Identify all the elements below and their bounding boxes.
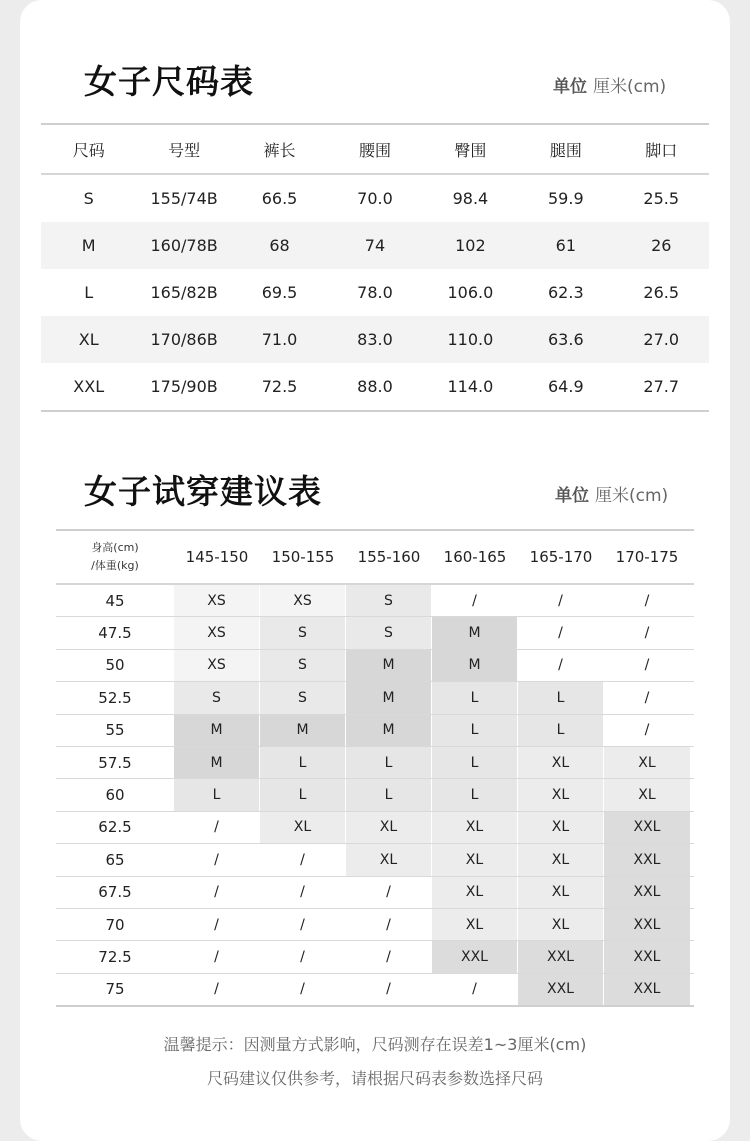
table-cell: 72.5 bbox=[261, 377, 298, 396]
size-cell: / bbox=[260, 877, 345, 908]
height-header: 165-170 bbox=[529, 548, 593, 566]
size-cell: XXL bbox=[604, 812, 690, 843]
table-cell: XL bbox=[78, 330, 99, 349]
height-header: 150-155 bbox=[271, 548, 335, 566]
size-cell: XL bbox=[518, 779, 603, 810]
table-row bbox=[56, 779, 694, 811]
header-cell: 尺码 bbox=[72, 140, 105, 160]
table-cell: S bbox=[83, 189, 94, 208]
table-cell: 63.6 bbox=[548, 330, 584, 349]
size-cell: XXL bbox=[518, 941, 603, 972]
weight-label: 72.5 bbox=[98, 947, 132, 966]
size-cell: / bbox=[432, 974, 517, 1005]
size-cell: XL bbox=[260, 812, 345, 843]
size-cell: / bbox=[174, 812, 259, 843]
fit-table bbox=[56, 529, 694, 1007]
size-cell: M bbox=[432, 650, 517, 681]
table-cell: 83.0 bbox=[357, 330, 393, 349]
weight-label: 57.5 bbox=[98, 753, 132, 772]
table-row bbox=[41, 316, 709, 363]
header-cell: 腰围 bbox=[358, 140, 391, 160]
size-cell: / bbox=[260, 941, 345, 972]
size-cell: / bbox=[260, 844, 345, 875]
size-cell: XS bbox=[260, 585, 345, 616]
size-cell: L bbox=[260, 779, 345, 810]
table-row bbox=[56, 650, 694, 682]
table-cell: 27.7 bbox=[643, 377, 680, 396]
size-cell: XL bbox=[518, 909, 603, 940]
size-table-header bbox=[41, 125, 709, 175]
table-cell: 74 bbox=[364, 236, 386, 255]
size-cell: / bbox=[174, 974, 259, 1005]
size-cell: L bbox=[432, 715, 517, 746]
size-cell: XL bbox=[432, 844, 517, 875]
table-row bbox=[56, 974, 694, 1005]
table-cell: 175/90B bbox=[150, 377, 218, 396]
table-cell: 25.5 bbox=[643, 189, 680, 208]
size-guide-card bbox=[20, 0, 730, 1141]
size-cell: XS bbox=[174, 585, 259, 616]
size-chart-unit bbox=[553, 72, 666, 97]
table-cell: 61 bbox=[555, 236, 576, 255]
size-cell: XXL bbox=[604, 844, 690, 875]
weight-label: 52.5 bbox=[98, 688, 132, 707]
height-weight-corner bbox=[56, 539, 174, 575]
size-cell: XL bbox=[432, 877, 517, 908]
size-cell: S bbox=[346, 617, 431, 648]
unit-label: 单位 bbox=[553, 77, 587, 97]
header-cell: 腿围 bbox=[549, 140, 582, 160]
size-cell: / bbox=[346, 974, 431, 1005]
fit-table-header bbox=[56, 531, 694, 585]
size-cell: XXL bbox=[432, 941, 517, 972]
size-cell: M bbox=[346, 715, 431, 746]
table-cell: 69.5 bbox=[261, 283, 298, 302]
table-cell: 155/74B bbox=[150, 189, 218, 208]
table-row bbox=[56, 844, 694, 876]
table-cell: XXL bbox=[73, 377, 105, 396]
size-cell: XS bbox=[174, 650, 259, 681]
size-cell: M bbox=[346, 682, 431, 713]
size-cell: M bbox=[346, 650, 431, 681]
size-cell: XXL bbox=[604, 877, 690, 908]
table-cell: 26 bbox=[651, 236, 672, 255]
table-row bbox=[56, 585, 694, 617]
weight-label: 65 bbox=[105, 850, 125, 869]
table-cell: 66.5 bbox=[261, 189, 298, 208]
table-row bbox=[41, 269, 709, 316]
size-cell: XL bbox=[518, 747, 603, 778]
size-cell: XL bbox=[432, 909, 517, 940]
table-cell: 62.3 bbox=[548, 283, 584, 302]
size-cell: / bbox=[604, 715, 690, 746]
table-cell: 88.0 bbox=[357, 377, 393, 396]
table-row bbox=[56, 747, 694, 779]
table-cell: 64.9 bbox=[548, 377, 584, 396]
table-cell: 70.0 bbox=[357, 189, 393, 208]
size-cell: L bbox=[432, 747, 517, 778]
weight-label: 55 bbox=[105, 721, 125, 740]
weight-label: 70 bbox=[105, 915, 125, 934]
size-cell: XL bbox=[518, 844, 603, 875]
table-cell: 102 bbox=[455, 236, 486, 255]
size-cell: S bbox=[260, 617, 345, 648]
table-cell: 110.0 bbox=[447, 330, 494, 349]
corner-line-1: 身高(cm) bbox=[91, 541, 139, 554]
table-row bbox=[56, 617, 694, 649]
table-row bbox=[56, 909, 694, 941]
size-cell: L bbox=[174, 779, 259, 810]
table-row bbox=[41, 175, 709, 222]
weight-label: 50 bbox=[105, 656, 125, 675]
header-cell: 脚口 bbox=[645, 140, 678, 160]
weight-label: 62.5 bbox=[98, 818, 132, 837]
table-cell: 68 bbox=[269, 236, 290, 255]
table-row bbox=[56, 715, 694, 747]
unit-label: 单位 bbox=[555, 486, 589, 506]
size-cell: / bbox=[432, 585, 517, 616]
size-table bbox=[41, 123, 709, 412]
table-cell: 27.0 bbox=[643, 330, 680, 349]
size-cell: L bbox=[432, 779, 517, 810]
weight-label: 45 bbox=[105, 591, 125, 610]
size-cell: M bbox=[432, 617, 517, 648]
header-cell: 号型 bbox=[168, 140, 201, 160]
size-cell: XXL bbox=[604, 974, 690, 1005]
size-cell: / bbox=[260, 974, 345, 1005]
size-cell: XL bbox=[518, 877, 603, 908]
unit-value: 厘米(cm) bbox=[595, 486, 669, 506]
size-cell: L bbox=[518, 682, 603, 713]
table-row bbox=[56, 682, 694, 714]
table-cell: 71.0 bbox=[261, 330, 298, 349]
size-cell: / bbox=[604, 617, 690, 648]
size-cell: L bbox=[260, 747, 345, 778]
size-cell: / bbox=[174, 909, 259, 940]
size-cell: / bbox=[174, 941, 259, 972]
size-cell: XL bbox=[604, 747, 690, 778]
size-cell: / bbox=[518, 585, 603, 616]
size-cell: L bbox=[346, 779, 431, 810]
header-cell: 臀围 bbox=[454, 140, 487, 160]
weight-label: 75 bbox=[105, 980, 125, 999]
size-cell: S bbox=[346, 585, 431, 616]
height-header: 160-165 bbox=[443, 548, 507, 566]
size-cell: / bbox=[346, 941, 431, 972]
unit-value: 厘米(cm) bbox=[593, 77, 667, 97]
size-cell: / bbox=[518, 650, 603, 681]
size-cell: / bbox=[260, 909, 345, 940]
size-cell: XXL bbox=[518, 974, 603, 1005]
table-cell: 114.0 bbox=[447, 377, 494, 396]
table-row bbox=[56, 877, 694, 909]
size-cell: M bbox=[260, 715, 345, 746]
note-line-2: 尺码建议仅供参考，请根据尺码表参数选择尺码 bbox=[206, 1069, 543, 1088]
table-cell: 26.5 bbox=[643, 283, 680, 302]
height-header: 170-175 bbox=[615, 548, 679, 566]
corner-line-2: /体重(kg) bbox=[91, 559, 139, 572]
table-cell: 106.0 bbox=[447, 283, 494, 302]
size-cell: XXL bbox=[604, 909, 690, 940]
size-cell: M bbox=[174, 747, 259, 778]
size-cell: L bbox=[432, 682, 517, 713]
size-cell: XL bbox=[432, 812, 517, 843]
size-cell: L bbox=[518, 715, 603, 746]
size-cell: M bbox=[174, 715, 259, 746]
table-row bbox=[56, 812, 694, 844]
size-cell: S bbox=[260, 682, 345, 713]
table-cell: 165/82B bbox=[150, 283, 218, 302]
size-cell: / bbox=[174, 877, 259, 908]
size-cell: / bbox=[346, 877, 431, 908]
size-cell: / bbox=[346, 909, 431, 940]
table-cell: M bbox=[81, 236, 96, 255]
size-cell: / bbox=[604, 682, 690, 713]
table-cell: 59.9 bbox=[548, 189, 584, 208]
size-chart-title: 女子尺码表 bbox=[84, 62, 254, 101]
size-cell: XL bbox=[604, 779, 690, 810]
table-cell: 78.0 bbox=[357, 283, 393, 302]
fit-chart-title: 女子试穿建议表 bbox=[84, 472, 322, 511]
table-row bbox=[41, 363, 709, 410]
size-cell: XL bbox=[518, 812, 603, 843]
size-cell: XS bbox=[174, 617, 259, 648]
weight-label: 47.5 bbox=[98, 624, 132, 643]
size-cell: S bbox=[174, 682, 259, 713]
size-cell: / bbox=[604, 650, 690, 681]
weight-label: 67.5 bbox=[98, 883, 132, 902]
size-cell: L bbox=[346, 747, 431, 778]
height-header: 145-150 bbox=[185, 548, 249, 566]
table-cell: L bbox=[84, 283, 94, 302]
table-cell: 170/86B bbox=[150, 330, 218, 349]
header-cell: 裤长 bbox=[263, 140, 296, 160]
table-cell: 160/78B bbox=[150, 236, 218, 255]
size-cell: XXL bbox=[604, 941, 690, 972]
size-cell: / bbox=[604, 585, 690, 616]
height-header: 155-160 bbox=[357, 548, 421, 566]
size-cell: XL bbox=[346, 844, 431, 875]
size-cell: XL bbox=[346, 812, 431, 843]
table-row bbox=[41, 222, 709, 269]
size-cell: S bbox=[260, 650, 345, 681]
note-line-1: 温馨提示：因测量方式影响，尺码测存在误差1~3厘米(cm) bbox=[163, 1035, 587, 1054]
size-cell: / bbox=[174, 844, 259, 875]
fit-chart-unit bbox=[555, 481, 668, 506]
size-cell: / bbox=[518, 617, 603, 648]
table-row bbox=[56, 941, 694, 973]
table-cell: 98.4 bbox=[452, 189, 489, 208]
weight-label: 60 bbox=[105, 786, 125, 805]
